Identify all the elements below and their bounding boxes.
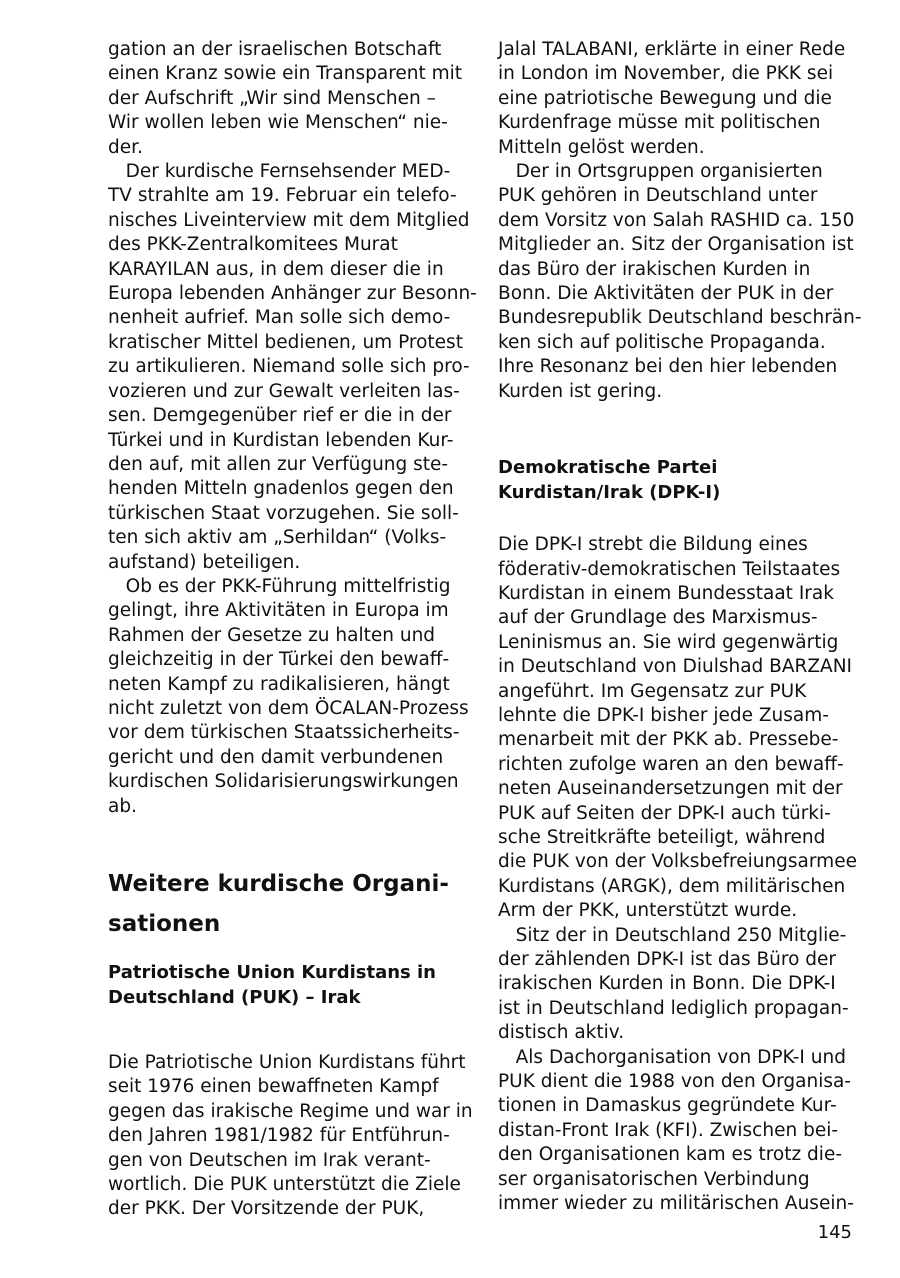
text-line: richten zufolge waren an den bewaff- [498, 753, 844, 775]
text-line: das Büro der irakischen Kurden in [498, 258, 811, 280]
text-line: ten sich aktiv am „Serhildan“ (Volks- [108, 527, 447, 549]
text-line: henden Mitteln gnadenlos gegen den [108, 478, 454, 500]
text-line: ab. [108, 795, 137, 817]
text-line: Rahmen der Gesetze zu halten und [108, 624, 436, 646]
dpk-subheading [498, 455, 858, 505]
text-line: sche Streitkräfte beteiligt, während [498, 826, 826, 848]
puk-subheading [108, 960, 468, 1010]
page-number: 145 [817, 1222, 852, 1243]
text-line: Wir wollen leben wie Menschen“ nie- [108, 112, 448, 134]
text-line: KARAYILAN aus, in dem dieser die in [108, 258, 444, 280]
text-line: gleichzeitig in der Türkei den bewaff- [108, 649, 450, 671]
text-line: Der in Ortsgruppen organisierten [498, 161, 823, 183]
text-line: sationen [108, 911, 221, 937]
text-line: irakischen Kurden in Bonn. Die DPK-I [498, 973, 836, 995]
text-line: der. [108, 136, 143, 158]
text-line: der zählenden DPK-I ist das Büro der [498, 949, 837, 970]
text-line: Jalal TALABANI, erklärte in einer Rede [498, 39, 846, 60]
text-line: gation an der israelischen Botschaft [108, 39, 442, 60]
text-line: nenheit aufrief. Man solle sich demo- [108, 307, 451, 329]
text-line: gelingt, ihre Aktivitäten in Europa im [108, 600, 449, 622]
text-line: Patriotische Union Kurdistans in [108, 962, 436, 983]
text-line: Demokratische Partei [498, 457, 718, 479]
text-line: Als Dachorganisation von DPK-I und [498, 1046, 846, 1068]
text-line: gericht und den damit verbundenen [108, 746, 444, 768]
text-line: neten Kampf zu radikalisieren, hängt [108, 673, 450, 695]
text-line: Arm der PKK, unterstützt wurde. [498, 900, 798, 922]
text-line: Mitglieder an. Sitz der Organisation ist [498, 234, 854, 256]
text-line: nicht zuletzt von dem ÖCALAN-Prozess [108, 697, 469, 719]
text-line: wortlich. Die PUK unterstützt die Ziele [108, 1174, 461, 1196]
text-line: Kurdistan in einem Bundesstaat Irak [498, 582, 834, 604]
text-line: den auf, mit allen zur Verfügung ste- [108, 453, 449, 475]
text-line: dem Vorsitz von Salah RASHID ca. 150 [498, 209, 855, 231]
text-line: der PKK. Der Vorsitzende der PUK, [108, 1198, 425, 1220]
left-column [108, 38, 477, 1222]
text-line: vor dem türkischen Staatssicherheits- [108, 722, 460, 744]
left-text-block-1 [108, 38, 477, 819]
text-line: seit 1976 einen bewaffneten Kampf [108, 1076, 439, 1098]
text-line: föderativ-demokratischen Teilstaates [498, 558, 841, 580]
text-line: den Jahren 1981/1982 für Entführun- [108, 1125, 450, 1147]
text-line: Ihre Resonanz bei den hier lebenden [498, 356, 838, 378]
text-line: sen. Demgegenüber rief er die in der [108, 405, 452, 427]
text-line: ser organisatorischen Verbindung [498, 1168, 810, 1190]
text-line: zu artikulieren. Niemand solle sich pro- [108, 356, 470, 378]
text-line: auf der Grundlage des Marxismus- [498, 607, 818, 629]
section-heading [108, 864, 468, 944]
right-text-block-2 [498, 533, 858, 1216]
text-line: Kurdenfrage müsse mit politischen [498, 112, 821, 134]
text-line: PUK auf Seiten der DPK-I auch türki- [498, 802, 831, 824]
text-line: TV strahlte am 19. Februar ein telefo- [108, 185, 457, 207]
text-line: in London im November, die PKK sei [498, 63, 834, 85]
text-line: Deutschland (PUK) – Irak [108, 987, 361, 1008]
text-line: eine patriotische Bewegung und die [498, 87, 832, 109]
text-line: Ob es der PKK-Führung mittelfristig [108, 575, 451, 597]
text-line: Kurden ist gering. [498, 380, 663, 402]
text-line: ist in Deutschland lediglich propagan- [498, 997, 849, 1019]
right-column [498, 38, 862, 1216]
text-line: den Organisationen kam es trotz die- [498, 1144, 843, 1166]
text-line: immer wieder zu militärischen Ausein- [498, 1193, 854, 1215]
text-line: Die Patriotische Union Kurdistans führt [108, 1052, 466, 1073]
text-line: Bundesrepublik Deutschland beschrän- [498, 307, 862, 329]
text-line: tionen in Damaskus gegründete Kur- [498, 1095, 837, 1117]
text-line: nisches Liveinterview mit dem Mitglied [108, 209, 470, 231]
text-line: Der kurdische Fernsehsender MED- [108, 161, 451, 183]
text-line: die PUK von der Volksbefreiungsarmee [498, 851, 857, 873]
text-line: menarbeit mit der PKK ab. Pressebe- [498, 729, 839, 751]
text-line: kratischer Mittel bedienen, um Protest [108, 331, 463, 353]
text-line: ken sich auf politische Propaganda. [498, 331, 826, 353]
text-line: angeführt. Im Gegensatz zur PUK [498, 680, 807, 702]
text-line: distan-Front Irak (KFI). Zwischen bei- [498, 1119, 839, 1141]
text-line: Kurdistan/Irak (DPK-I) [498, 482, 721, 504]
text-line: türkischen Staat vorzugehen. Sie soll- [108, 502, 459, 524]
text-line: aufstand) beteiligen. [108, 551, 301, 573]
text-line: in Deutschland von Diulshad BARZANI [498, 656, 852, 678]
text-line: distisch aktiv. [498, 1022, 625, 1044]
text-line: kurdischen Solidarisierungswirkungen [108, 771, 459, 793]
text-line: des PKK-Zentralkomitees Murat [108, 234, 398, 256]
text-line: gen von Deutschen im Irak verant- [108, 1149, 431, 1171]
text-line: Bonn. Die Aktivitäten der PUK in der [498, 283, 834, 305]
text-line: Kurdistans (ARGK), dem militärischen [498, 875, 846, 897]
text-line: Sitz der in Deutschland 250 Mitglie- [498, 924, 847, 946]
text-line: Mitteln gelöst werden. [498, 136, 705, 158]
right-text-block-1 [498, 38, 862, 404]
text-line: Türkei und in Kurdistan lebenden Kur- [108, 429, 454, 451]
text-line: PUK dient die 1988 von den Organisa- [498, 1071, 851, 1093]
text-line: lehnte die DPK-I bisher jede Zusam- [498, 704, 829, 726]
text-line: vozieren und zur Gewalt verleiten las- [108, 380, 460, 402]
text-line: einen Kranz sowie ein Transparent mit [108, 63, 463, 85]
text-line: Weitere kurdische Organi- [108, 871, 449, 897]
text-line: PUK gehören in Deutschland unter [498, 185, 818, 207]
text-line: gegen das irakische Regime und war in [108, 1100, 473, 1122]
text-line: Die DPK-I strebt die Bildung eines [498, 534, 808, 556]
text-line: Leninismus an. Sie wird gegenwärtig [498, 631, 839, 653]
text-line: neten Auseinandersetzungen mit der [498, 778, 843, 800]
left-text-block-2 [108, 1051, 473, 1222]
text-line: der Aufschrift „Wir sind Menschen – [108, 87, 436, 109]
text-line: Europa lebenden Anhänger zur Besonn- [108, 283, 477, 305]
